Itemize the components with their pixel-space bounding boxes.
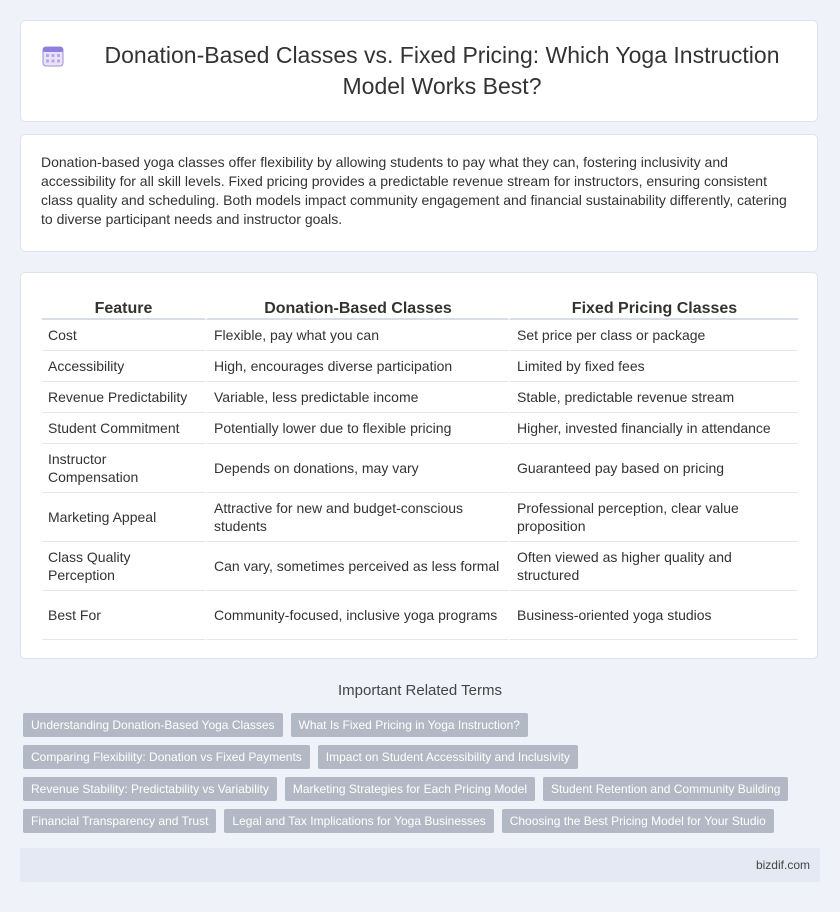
related-term-tag[interactable]: Impact on Student Accessibility and Inclusivity: [318, 745, 578, 769]
cell-feature: Cost: [42, 320, 205, 351]
calendar-icon: [41, 44, 65, 68]
cell-donation: Community-focused, inclusive yoga programs: [205, 591, 508, 640]
header-feature: Feature: [42, 295, 205, 320]
table-row: [42, 413, 798, 444]
cell-fixed: Business-oriented yoga studios: [508, 591, 798, 640]
cell-fixed: Guaranteed pay based on pricing: [508, 444, 798, 493]
cell-donation: Flexible, pay what you can: [205, 320, 508, 351]
cell-donation: High, encourages diverse participation: [205, 351, 508, 382]
page-title: Donation-Based Classes vs. Fixed Pricing: Which Yoga Instruction Model Works Best?: [104, 42, 780, 99]
cell-fixed: Set price per class or package: [508, 320, 798, 351]
related-term-tag[interactable]: What Is Fixed Pricing in Yoga Instruction?: [291, 713, 528, 737]
related-terms-list: [23, 713, 823, 841]
related-term-tag[interactable]: Marketing Strategies for Each Pricing Model: [285, 777, 535, 801]
header-donation: Donation-Based Classes: [205, 295, 508, 320]
cell-fixed: Often viewed as higher quality and structured: [508, 542, 798, 591]
cell-donation: Can vary, sometimes perceived as less formal: [205, 542, 508, 591]
cell-feature: Class Quality Perception: [42, 542, 205, 591]
table-row: [42, 591, 798, 640]
table-row: [42, 493, 798, 542]
cell-feature: Student Commitment: [42, 413, 205, 444]
related-term-tag[interactable]: Choosing the Best Pricing Model for Your Studio: [502, 809, 774, 833]
cell-donation: Depends on donations, may vary: [205, 444, 508, 493]
cell-feature: Marketing Appeal: [42, 493, 205, 542]
intro-paragraph: Donation-based yoga classes offer flexibility by allowing students to pay what they can, fostering inclusivity and accessibility for all skill levels. Fixed pricing provides a predictable revenue stream for instructors, ensuring consistent class quality and scheduling. Both models impact community engagement and financial sustainability differently, catering to diverse participant needs and instructor goals.: [41, 154, 787, 227]
table-row: [42, 351, 798, 382]
footer: [20, 848, 820, 882]
cell-donation: Potentially lower due to flexible pricing: [205, 413, 508, 444]
related-term-tag[interactable]: Student Retention and Community Building: [543, 777, 788, 801]
table-row: [42, 444, 798, 493]
comparison-table: [42, 295, 798, 640]
cell-fixed: Higher, invested financially in attendance: [508, 413, 798, 444]
related-terms-title: Important Related Terms: [338, 682, 502, 699]
table-row: [42, 320, 798, 351]
table-header-row: [42, 295, 798, 320]
header-fixed: Fixed Pricing Classes: [508, 295, 798, 320]
related-term-tag[interactable]: Financial Transparency and Trust: [23, 809, 216, 833]
related-term-tag[interactable]: Understanding Donation-Based Yoga Classes: [23, 713, 283, 737]
cell-fixed: Professional perception, clear value proposition: [508, 493, 798, 542]
footer-site-link[interactable]: bizdif.com: [755, 858, 810, 872]
related-term-tag[interactable]: Comparing Flexibility: Donation vs Fixed Payments: [23, 745, 310, 769]
cell-feature: Instructor Compensation: [42, 444, 205, 493]
cell-feature: Best For: [42, 591, 205, 640]
comparison-card: [20, 272, 818, 659]
cell-feature: Revenue Predictability: [42, 382, 205, 413]
related-term-tag[interactable]: Legal and Tax Implications for Yoga Businesses: [224, 809, 493, 833]
cell-fixed: Limited by fixed fees: [508, 351, 798, 382]
table-row: [42, 542, 798, 591]
related-term-tag[interactable]: Revenue Stability: Predictability vs Variability: [23, 777, 277, 801]
title-card: [20, 20, 818, 122]
cell-donation: Variable, less predictable income: [205, 382, 508, 413]
intro-card: [20, 134, 818, 252]
cell-fixed: Stable, predictable revenue stream: [508, 382, 798, 413]
cell-feature: Accessibility: [42, 351, 205, 382]
cell-donation: Attractive for new and budget-conscious students: [205, 493, 508, 542]
table-row: [42, 382, 798, 413]
